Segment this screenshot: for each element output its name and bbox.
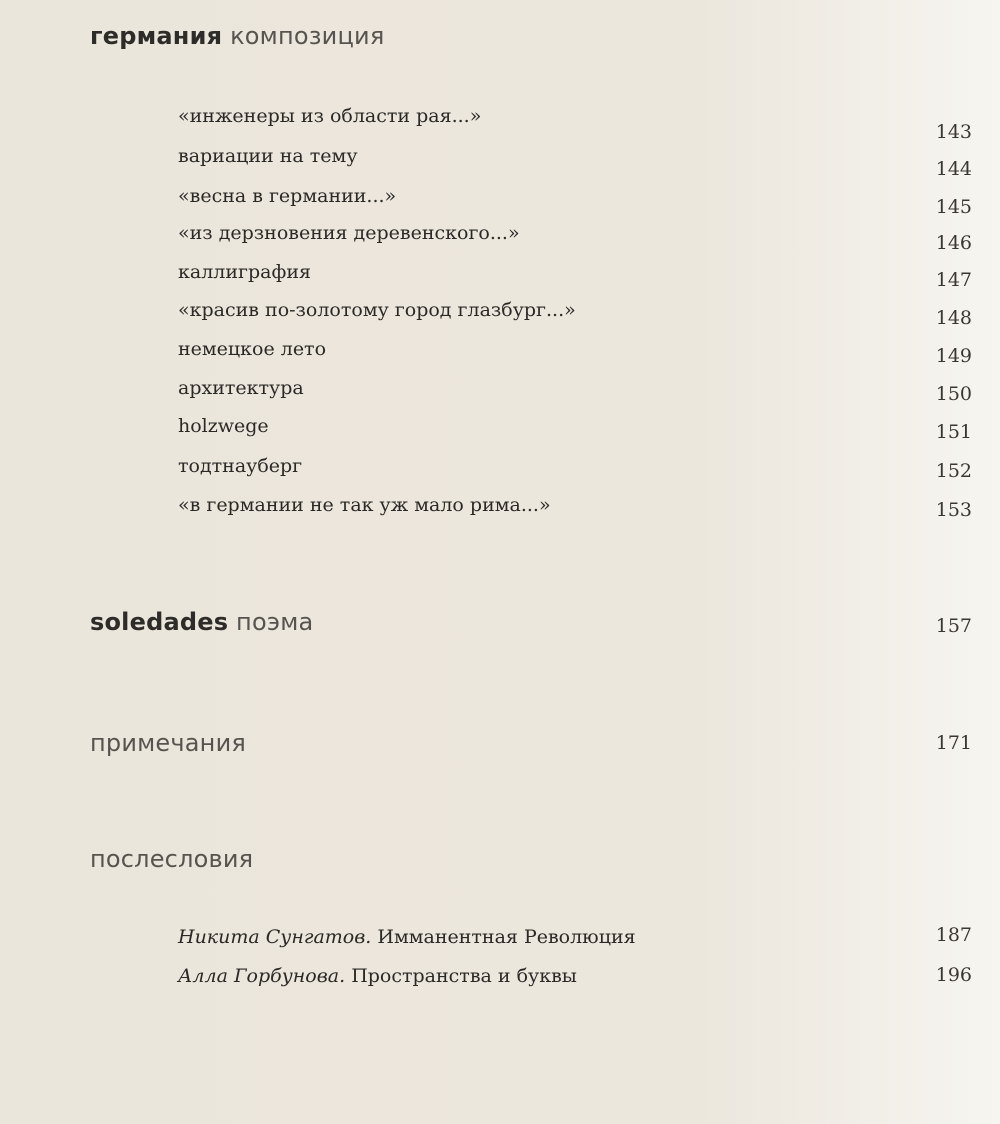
toc-entry-title: немецкое лето bbox=[178, 338, 327, 360]
afterword-title: Пространства и буквы bbox=[351, 965, 577, 987]
toc-entry-title: holzwege bbox=[178, 415, 269, 437]
toc-entry-title: «весна в германии...» bbox=[178, 185, 397, 207]
afterword-page: 196 bbox=[935, 964, 972, 986]
section-title-germania bbox=[90, 22, 384, 50]
toc-entry-title: «инженеры из области рая...» bbox=[178, 105, 482, 127]
toc-entry-title: архитектура bbox=[178, 377, 304, 399]
toc-entry-page: 145 bbox=[935, 196, 972, 218]
toc-entry-page: 151 bbox=[935, 421, 972, 443]
toc-entry-page: 143 bbox=[935, 121, 972, 143]
afterword-entry bbox=[178, 965, 577, 987]
toc-entry-page: 148 bbox=[935, 307, 972, 329]
section-title-bold: германия bbox=[90, 22, 223, 50]
afterword-title: Имманентная Революция bbox=[377, 926, 636, 948]
afterword-author: Алла Горбунова. bbox=[178, 965, 346, 987]
toc-entry-title: «красив по-золотому город глазбург...» bbox=[178, 299, 576, 321]
toc-entry-page: 144 bbox=[935, 158, 972, 180]
toc-entry-page: 146 bbox=[935, 232, 972, 254]
toc-entry-page: 147 bbox=[935, 269, 972, 291]
toc-entry-title: вариации на тему bbox=[178, 145, 358, 167]
afterword-author: Никита Сунгатов. bbox=[178, 926, 372, 948]
section-title-rest: композиция bbox=[230, 22, 385, 50]
section-page-notes: 171 bbox=[935, 732, 972, 754]
section-title-notes: примечания bbox=[90, 729, 247, 757]
toc-entry-page: 149 bbox=[935, 345, 972, 367]
section-title-bold: soledades bbox=[90, 608, 229, 636]
toc-entry-title: тодтнауберг bbox=[178, 455, 303, 477]
toc-entry-title: «из дерзновения деревенского...» bbox=[178, 222, 520, 244]
toc-entry-page: 153 bbox=[935, 499, 972, 521]
section-title-soledades bbox=[90, 608, 313, 636]
section-title-afterwords: послесловия bbox=[90, 845, 254, 873]
toc-entry-page: 150 bbox=[935, 383, 972, 405]
section-page-soledades: 157 bbox=[935, 615, 972, 637]
afterword-entry bbox=[178, 926, 636, 948]
afterword-page: 187 bbox=[935, 924, 972, 946]
section-title-rest: поэма bbox=[236, 608, 314, 636]
toc-entry-page: 152 bbox=[935, 460, 972, 482]
toc-entry-title: каллиграфия bbox=[178, 261, 311, 283]
toc-entry-title: «в германии не так уж мало рима...» bbox=[178, 494, 551, 516]
